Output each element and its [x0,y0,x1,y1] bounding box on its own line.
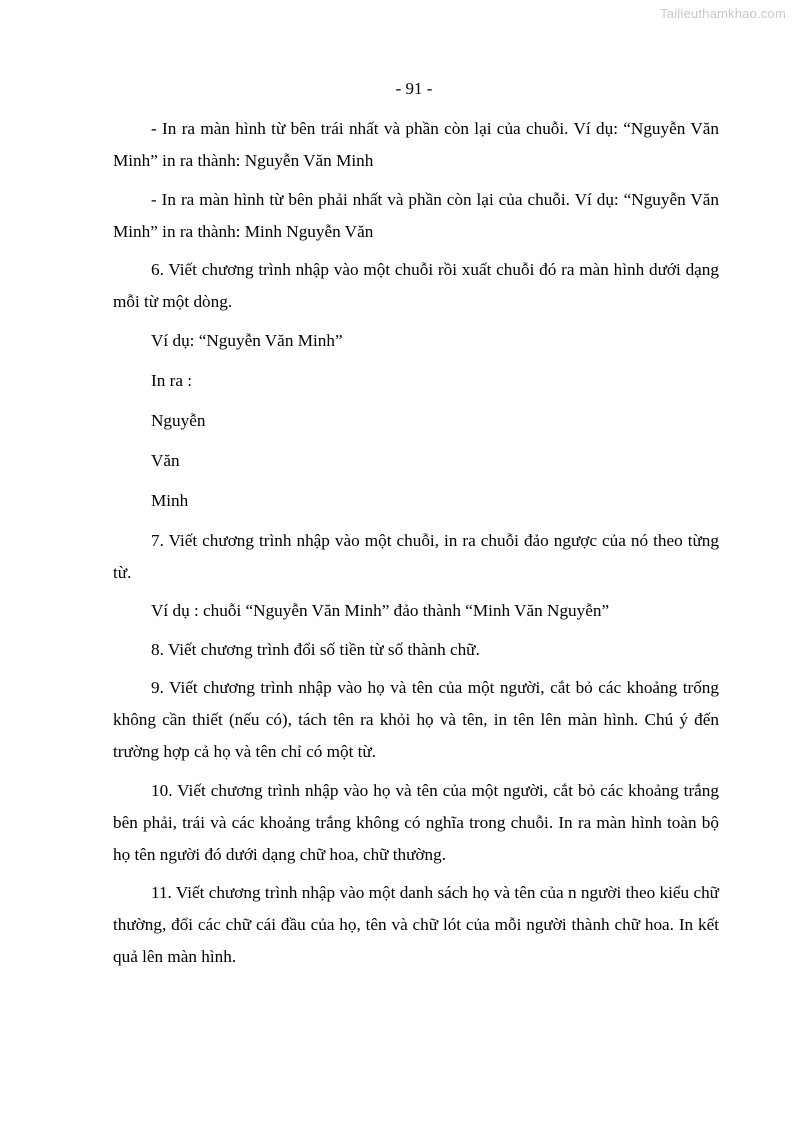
exercise-10: 10. Viết chương trình nhập vào họ và tên của một người, cắt bỏ các khoảng trắng bên phải, trái và các khoảng trắng không có nghĩa trong chuỗi. In ra màn hình toàn bộ họ tên người đó dưới dạng chữ hoa, chữ thường. [113,780,719,864]
document-body [113,113,719,980]
exercise-6: 6. Viết chương trình nhập vào một chuỗi rồi xuất chuỗi đó ra màn hình dưới dạng mỗi từ một dòng. [113,260,719,311]
watermark: Tailieuthamkhao.com [660,6,786,21]
exercise-6-output-line: Minh [151,490,189,510]
exercise-7-example: Ví dụ : chuỗi “Nguyễn Văn Minh” đảo thành “Minh Văn Nguyễn” [151,601,610,620]
exercise-6-example-label: Ví dụ: “Nguyễn Văn Minh” [151,330,343,350]
exercise-11: 11. Viết chương trình nhập vào một danh sách họ và tên của n người theo kiểu chữ thường, đổi các chữ cái đầu của họ, tên và chữ lót của mỗi người thành chữ hoa. In kết quả lên màn hình. [113,883,719,966]
page-number: - 91 - [395,79,433,98]
paragraph-rightmost-word: - In ra màn hình từ bên phải nhất và phần còn lại của chuỗi. Ví dụ: “Nguyễn Văn Minh” in ra thành: Minh Nguyễn Văn [113,189,719,241]
exercise-8: 8. Viết chương trình đổi số tiền từ số thành chữ. [151,639,480,659]
exercise-6-output-line: Nguyễn [151,410,206,430]
exercise-6-output-line: Văn [151,450,180,470]
exercise-9: 9. Viết chương trình nhập vào họ và tên của một người, cắt bỏ các khoảng trống không cần thiết (nếu có), tách tên ra khỏi họ và tên, in tên lên màn hình. Chú ý đến trường hợp cả họ và tên chỉ có một từ. [113,678,719,761]
exercise-7: 7. Viết chương trình nhập vào một chuỗi, in ra chuỗi đảo ngược của nó theo từng từ. [113,530,719,582]
paragraph-leftmost-word: - In ra màn hình từ bên trái nhất và phần còn lại của chuỗi. Ví dụ: “Nguyễn Văn Minh” in ra thành: Nguyễn Văn Minh [113,119,719,170]
exercise-6-print-label: In ra : [151,370,193,390]
